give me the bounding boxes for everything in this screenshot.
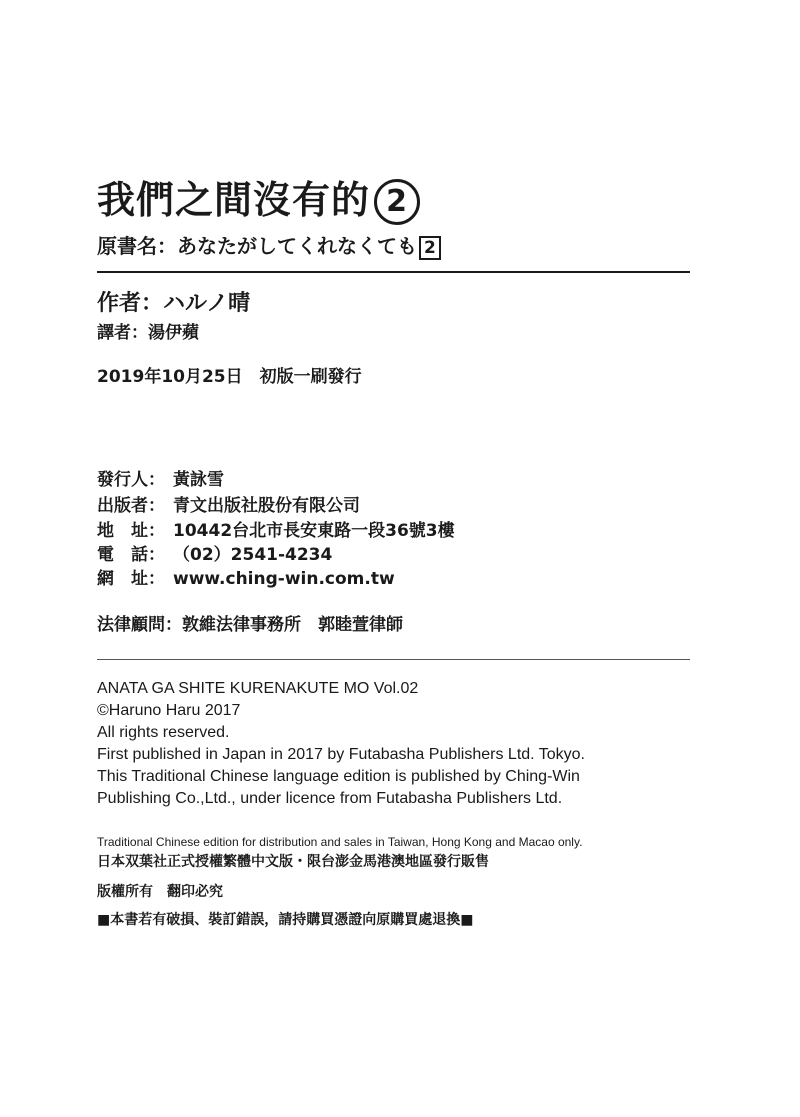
book-title-text: 我們之間沒有的 [97, 178, 371, 222]
legal-counsel: 法律顧問：敦維法律事務所 郭睦萱律師 [97, 615, 403, 635]
publisher-row-issuer [97, 468, 224, 492]
info-key: 網 址： [97, 569, 165, 589]
publication-date: 2019年10月25日 初版一刷發行 [97, 367, 362, 387]
info-key: 地 址： [97, 521, 165, 541]
info-value: （02）2541-4234 [173, 545, 333, 565]
english-notice-line: All rights reserved. [97, 724, 230, 741]
publisher-row-address [97, 519, 455, 543]
publisher-row-website [97, 567, 395, 591]
original-title-label: 原書名： [97, 234, 177, 258]
info-value: 黃詠雪 [173, 470, 224, 490]
info-value: 青文出版社股份有限公司 [173, 496, 360, 516]
info-key: 電 話： [97, 545, 165, 565]
book-title [97, 176, 420, 225]
rights-notice: 版權所有 翻印必究 [97, 884, 223, 900]
english-notice-line: ANATA GA SHITE KURENAKUTE MO Vol.02 [97, 680, 419, 697]
volume-number-badge: 2 [374, 179, 420, 225]
section-divider [97, 659, 690, 660]
info-key: 發行人： [97, 470, 165, 490]
original-volume-badge: 2 [419, 236, 441, 260]
translator-credit: 譯者：湯伊蘋 [97, 323, 199, 343]
original-title-value: あなたがしてくれなくても [177, 234, 417, 258]
info-value: 10442台北市長安東路一段36號3樓 [173, 521, 455, 541]
distribution-notice: Traditional Chinese edition for distribution and sales in Taiwan, Hong Kong and Macao only. [97, 835, 583, 849]
info-key: 出版者： [97, 496, 165, 516]
english-notice-line: ©Haruno Haru 2017 [97, 702, 241, 719]
english-notice-line: First published in Japan in 2017 by Futabasha Publishers Ltd. Tokyo. [97, 746, 585, 763]
english-notice-line: This Traditional Chinese language edition is published by Ching-Win [97, 768, 580, 785]
original-title [97, 232, 441, 260]
info-value: www.ching-win.com.tw [173, 569, 395, 589]
publisher-row-publisher [97, 494, 360, 518]
title-divider [97, 271, 690, 273]
author-credit: 作者：ハルノ晴 [97, 291, 251, 316]
damage-return-notice: ■本書若有破損、裝訂錯誤，請持購買憑證向原購買處退換■ [97, 912, 474, 928]
japanese-license-notice: 日本双葉社正式授權繁體中文版・限台澎金馬港澳地區發行販售 [97, 854, 489, 870]
publisher-row-phone [97, 543, 332, 567]
english-notice-line: Publishing Co.,Ltd., under licence from Futabasha Publishers Ltd. [97, 790, 563, 807]
